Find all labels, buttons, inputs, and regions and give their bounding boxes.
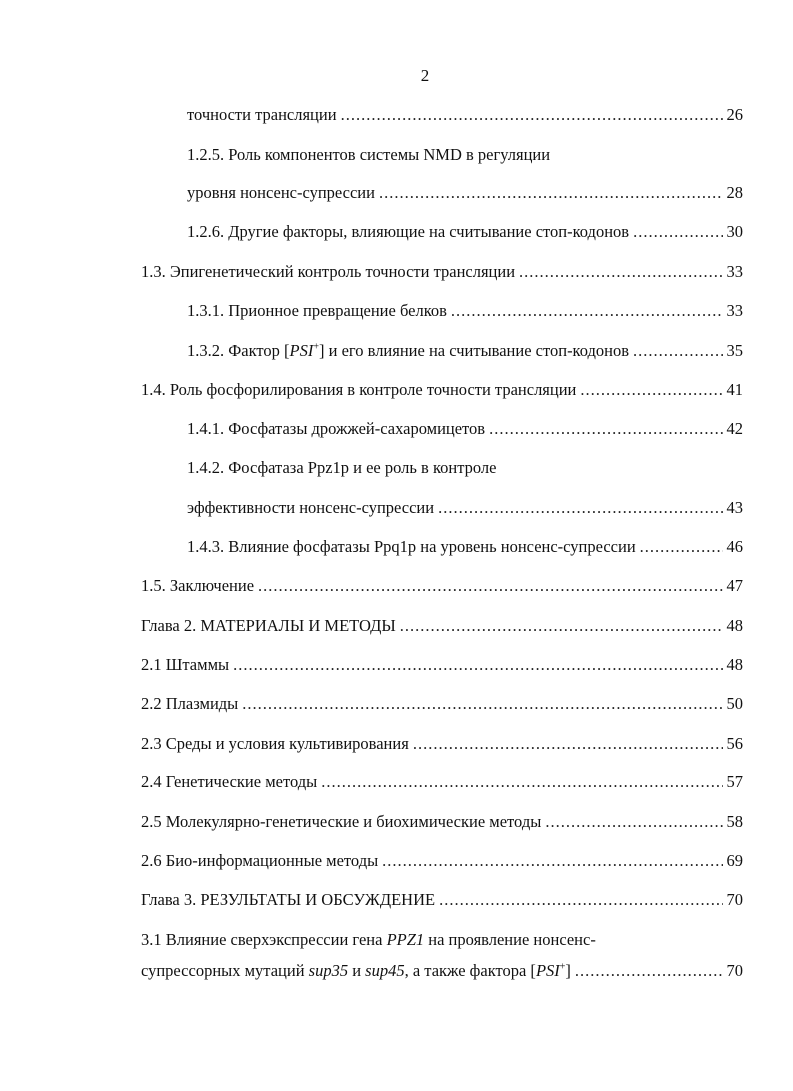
toc-entry-page: 47 xyxy=(726,576,743,595)
toc-entry-page: 26 xyxy=(726,105,743,124)
toc-entry-page: 42 xyxy=(726,419,743,438)
toc-entry-text: 2.1 Штаммы xyxy=(141,655,230,674)
toc-entry-page: 69 xyxy=(726,851,743,870)
toc-entry-page: 48 xyxy=(726,655,743,674)
dot-leader xyxy=(413,732,723,756)
dot-leader xyxy=(439,888,722,912)
toc-entry-page: 70 xyxy=(726,961,743,980)
toc-entry xyxy=(187,220,743,244)
toc-entry-page: 43 xyxy=(726,498,743,517)
text-part: на проявление нонсенс- xyxy=(424,930,596,949)
toc-entry-page: 28 xyxy=(726,183,743,202)
toc-entry xyxy=(187,181,743,205)
dot-leader xyxy=(451,299,723,323)
toc-entry-page: 33 xyxy=(726,301,743,320)
toc-entry-text: 2.5 Молекулярно-генетические и биохимические методы xyxy=(141,812,542,831)
toc-entry xyxy=(141,849,743,873)
toc-entry-text: 2.6 Био-информационные методы xyxy=(141,851,379,870)
toc-entry xyxy=(141,810,743,834)
toc-entry xyxy=(141,260,743,284)
dot-leader xyxy=(633,220,722,244)
text-part: ] xyxy=(565,961,571,980)
toc-entry xyxy=(187,535,743,559)
page-number: 2 xyxy=(420,66,430,85)
toc-entry-page: 50 xyxy=(726,694,743,713)
toc-entry-page: 30 xyxy=(726,222,743,241)
toc-entry-page: 58 xyxy=(726,812,743,831)
toc-entry-text xyxy=(141,959,571,983)
toc-entry-text: 1.4.2. Фосфатаза Ppz1p и ее роль в контроле xyxy=(187,458,497,477)
toc-entry-text: 2.4 Генетические методы xyxy=(141,772,318,791)
toc-entry xyxy=(187,299,743,323)
toc-entry-page: 41 xyxy=(726,380,743,399)
toc-entry xyxy=(141,574,743,598)
toc-entry-text: 1.4.1. Фосфатазы дрожжей-сахаромицетов xyxy=(187,419,486,438)
toc-entry xyxy=(187,103,743,127)
italic-gene-name: sup35 xyxy=(308,961,349,980)
dot-leader xyxy=(633,339,722,363)
toc-entry xyxy=(141,732,743,756)
text-part: супрессорных мутаций xyxy=(141,961,309,980)
text-part: и xyxy=(348,961,366,980)
toc-entry-text: 1.5. Заключение xyxy=(141,576,255,595)
text-part: 1.3.2. Фактор [ xyxy=(187,341,290,360)
toc-entry xyxy=(187,417,743,441)
toc-entry-page: 70 xyxy=(726,890,743,909)
dot-leader xyxy=(640,535,723,559)
text-part: ] и его влияние на считывание стоп-кодонов xyxy=(319,341,630,360)
toc-entry-text: точности трансляции xyxy=(187,105,337,124)
toc-entry xyxy=(141,770,743,794)
dot-leader xyxy=(258,574,722,598)
dot-leader xyxy=(519,260,722,284)
toc-entry-text xyxy=(141,928,596,952)
toc-entry-text: Глава 2. МАТЕРИАЛЫ И МЕТОДЫ xyxy=(141,616,396,635)
toc-entry-page: 48 xyxy=(726,616,743,635)
superscript: + xyxy=(559,961,566,973)
dot-leader xyxy=(580,378,722,402)
dot-leader xyxy=(242,692,722,716)
toc-entry-page: 56 xyxy=(726,734,743,753)
toc-entry-page: 46 xyxy=(726,537,743,556)
toc-entry-text xyxy=(187,339,629,363)
dot-leader xyxy=(438,496,722,520)
toc-entry-page: 57 xyxy=(726,772,743,791)
toc-entry-text: 2.2 Плазмиды xyxy=(141,694,239,713)
toc-entry-text: эффективности нонсенс-супрессии xyxy=(187,498,435,517)
italic-gene-name: PPZ1 xyxy=(386,930,425,949)
toc-entry xyxy=(141,614,743,638)
toc-entry xyxy=(187,496,743,520)
toc-entry-page: 35 xyxy=(726,341,743,360)
dot-leader xyxy=(379,181,723,205)
dot-leader xyxy=(489,417,722,441)
toc-entry-text: 1.2.6. Другие факторы, влияющие на считывание стоп-кодонов xyxy=(187,222,630,241)
dot-leader xyxy=(382,849,722,873)
toc-entry-text: 1.4.3. Влияние фосфатазы Ppq1p на уровень нонсенс-супрессии xyxy=(187,537,636,556)
text-part: 3.1 Влияние сверхэкспрессии гена xyxy=(141,930,387,949)
toc-entry-text: 1.3.1. Прионное превращение белков xyxy=(187,301,447,320)
dot-leader xyxy=(233,653,722,677)
dot-leader xyxy=(575,959,723,983)
italic-term: PSI xyxy=(289,341,314,360)
dot-leader xyxy=(321,770,722,794)
italic-gene-name: sup45 xyxy=(365,961,405,980)
toc-entry xyxy=(141,653,743,677)
toc-entry-text: уровня нонсенс-супрессии xyxy=(187,183,375,202)
toc-entry xyxy=(187,339,743,363)
toc-entry-text: 1.2.5. Роль компонентов системы NMD в регуляции xyxy=(187,145,551,164)
text-part: , а также фактора [ xyxy=(404,961,536,980)
dot-leader xyxy=(341,103,723,127)
toc-entry-text: 1.3. Эпигенетический контроль точности трансляции xyxy=(141,262,516,281)
toc-entry-text: 2.3 Среды и условия культивирования xyxy=(141,734,409,753)
toc-entry xyxy=(141,888,743,912)
toc-entry-text: 1.4. Роль фосфорилирования в контроле точности трансляции xyxy=(141,380,577,399)
toc-entry-text: Глава 3. РЕЗУЛЬТАТЫ И ОБСУЖДЕНИЕ xyxy=(141,890,436,909)
toc-entry xyxy=(141,692,743,716)
toc-entry xyxy=(141,959,743,983)
superscript: + xyxy=(313,341,319,353)
dot-leader xyxy=(545,810,722,834)
italic-term: PSI xyxy=(535,961,560,980)
dot-leader xyxy=(400,614,723,638)
toc-entry xyxy=(141,378,743,402)
toc-entry-page: 33 xyxy=(726,262,743,281)
